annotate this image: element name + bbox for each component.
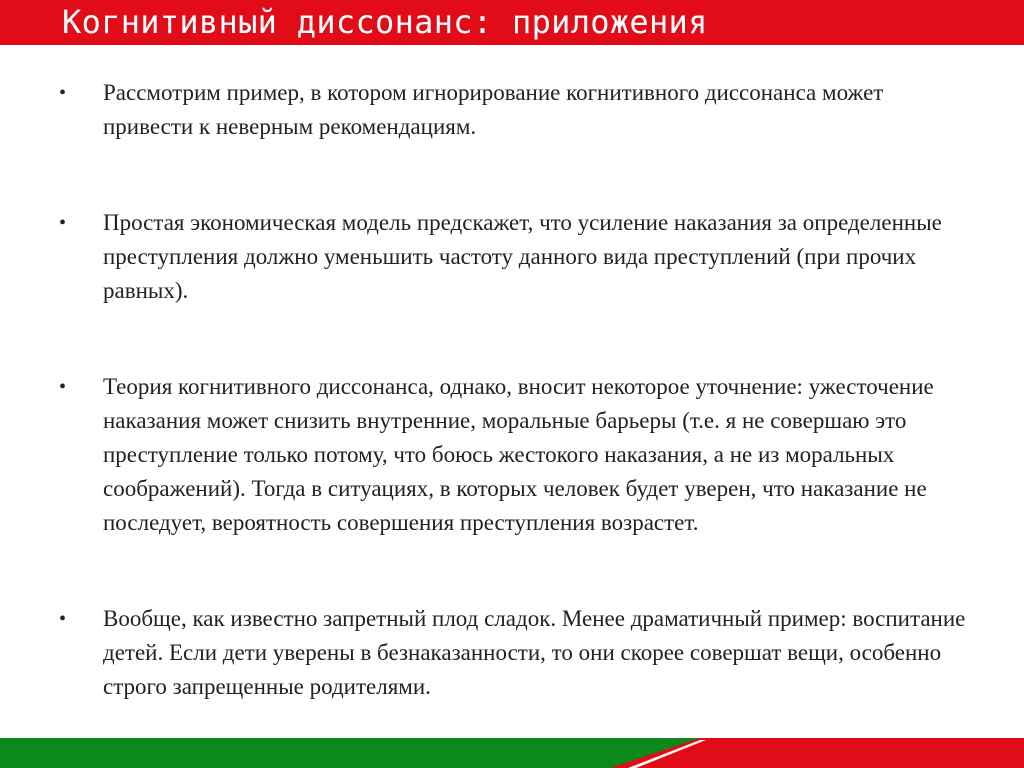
- bullet-item: [55, 76, 970, 144]
- footer-green-wedge: [0, 738, 700, 768]
- bullet-item: [55, 206, 970, 308]
- bullet-item: [55, 370, 970, 540]
- bullet-icon: •: [59, 376, 67, 398]
- bullet-icon: •: [59, 212, 67, 234]
- bullet-item: [55, 602, 970, 704]
- title-bar: [0, 0, 1024, 45]
- bullet-text: Рассмотрим пример, в котором игнорирование когнитивного диссонанса может привести к неверным рекомендациям.: [103, 80, 884, 139]
- slide-title: Когнитивный диссонанс: приложения: [62, 3, 708, 41]
- footer-decoration: [0, 738, 1024, 768]
- bullet-text: Простая экономическая модель предскажет, что усиление наказания за определенные преступления должно уменьшить частоту данного вида преступлений (при прочих равных).: [103, 210, 942, 303]
- bullet-list: [55, 76, 970, 704]
- bullet-text: Вообще, как известно запретный плод сладок. Менее драматичный пример: воспитание детей. Если дети уверены в безнаказанности, то они скорее совершат вещи, особенно строго запрещенные родителями.: [103, 606, 966, 699]
- bullet-icon: •: [59, 608, 67, 630]
- bullet-text: Теория когнитивного диссонанса, однако, вносит некоторое уточнение: ужесточение наказания может снизить внутренние, моральные барьеры (т.е. я не совершаю это преступление только потому, что боюсь жестокого наказания, а не из моральных соображений). Тогда в ситуациях, в которых человек будет уверен, что наказание не последует, вероятность совершения преступления возрастет.: [103, 374, 934, 535]
- bullet-icon: •: [59, 82, 67, 104]
